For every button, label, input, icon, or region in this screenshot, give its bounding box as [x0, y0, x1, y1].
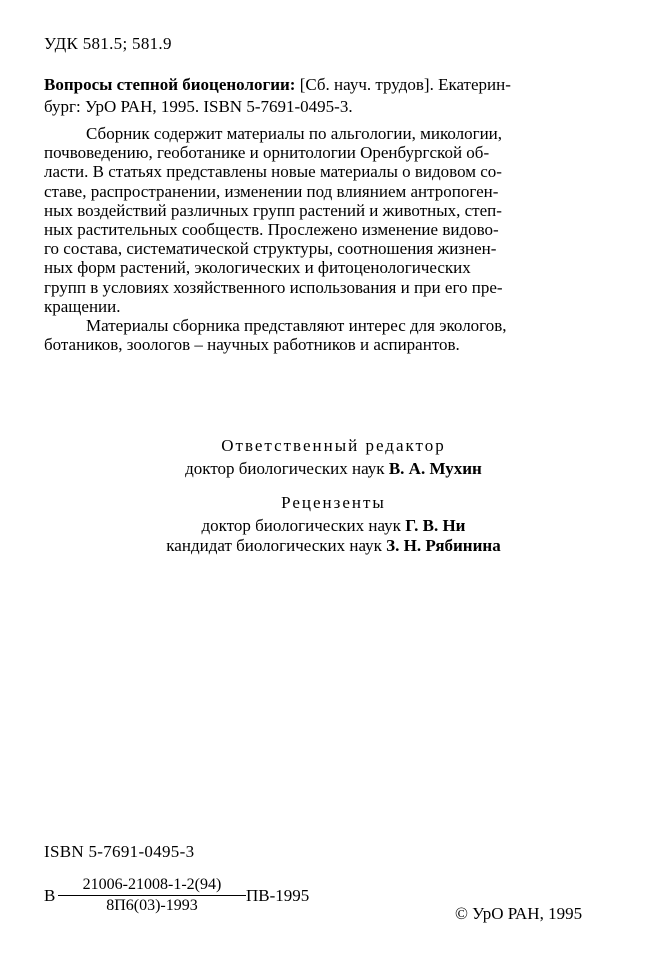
code-denominator: 8П6(03)-1993	[106, 897, 198, 914]
abstract	[44, 124, 626, 354]
abstract-line: ных воздействий различных групп растений и животных, степ-	[44, 200, 502, 220]
reviewer-2-line	[0, 536, 667, 556]
reviewer-2-degree: кандидат биологических наук	[166, 536, 387, 555]
editor-heading: Ответственный редактор	[221, 436, 446, 455]
abstract-line: кращении.	[44, 296, 121, 316]
abstract-line: групп в условиях хозяйственного использования и при его пре-	[44, 277, 503, 297]
book-title: Вопросы степной биоценологии:	[44, 75, 296, 94]
abstract-line: ласти. В статьях представлены новые материалы о видовом со-	[44, 162, 502, 182]
abstract-line: ных растительных сообществ. Прослежено изменение видово-	[44, 220, 499, 240]
abstract-line: ставе, распространении, изменении под влиянием антропоген-	[44, 181, 499, 201]
bibliographic-citation	[44, 74, 624, 118]
editor-degree: доктор биологических наук	[185, 459, 389, 478]
abstract-line: го состава, систематической структуры, соотношения жизнен-	[44, 239, 497, 259]
code-fraction	[58, 876, 246, 915]
abstract-line: ботаников, зоологов – научных работников и аспирантов.	[44, 335, 460, 355]
citation-line-2: бург: УрО РАН, 1995. ISBN 5-7691-0495-3.	[44, 97, 353, 116]
code-numerator: 21006-21008-1-2(94)	[58, 876, 246, 896]
reviewer-2-name: З. Н. Рябинина	[386, 536, 501, 555]
abstract-line: Материалы сборника представляют интерес для экологов,	[86, 316, 507, 336]
code-suffix: ПВ-1995	[246, 886, 310, 905]
copyright: © УрО РАН, 1995	[455, 904, 583, 923]
abstract-line: почвоведению, геоботанике и орнитологии Оренбургской об-	[44, 143, 490, 163]
reviewer-1-line	[0, 516, 667, 536]
editor-name: В. А. Мухин	[388, 459, 482, 478]
editor-line	[0, 459, 667, 479]
isbn: ISBN 5-7691-0495-3	[44, 842, 195, 861]
reviewers-heading: Рецензенты	[281, 493, 386, 512]
udk-code: УДК 581.5; 581.9	[44, 34, 172, 53]
reviewer-1-name: Г. В. Ни	[405, 516, 466, 535]
code-letter: В	[44, 886, 56, 905]
abstract-line: ных форм растений, экологических и фитоценологических	[44, 258, 471, 278]
abstract-line: Сборник содержит материалы по альгологии, микологии,	[86, 124, 503, 143]
citation-line-1: [Сб. науч. трудов]. Екатерин-	[295, 75, 511, 94]
reviewer-1-degree: доктор биологических наук	[201, 516, 406, 535]
